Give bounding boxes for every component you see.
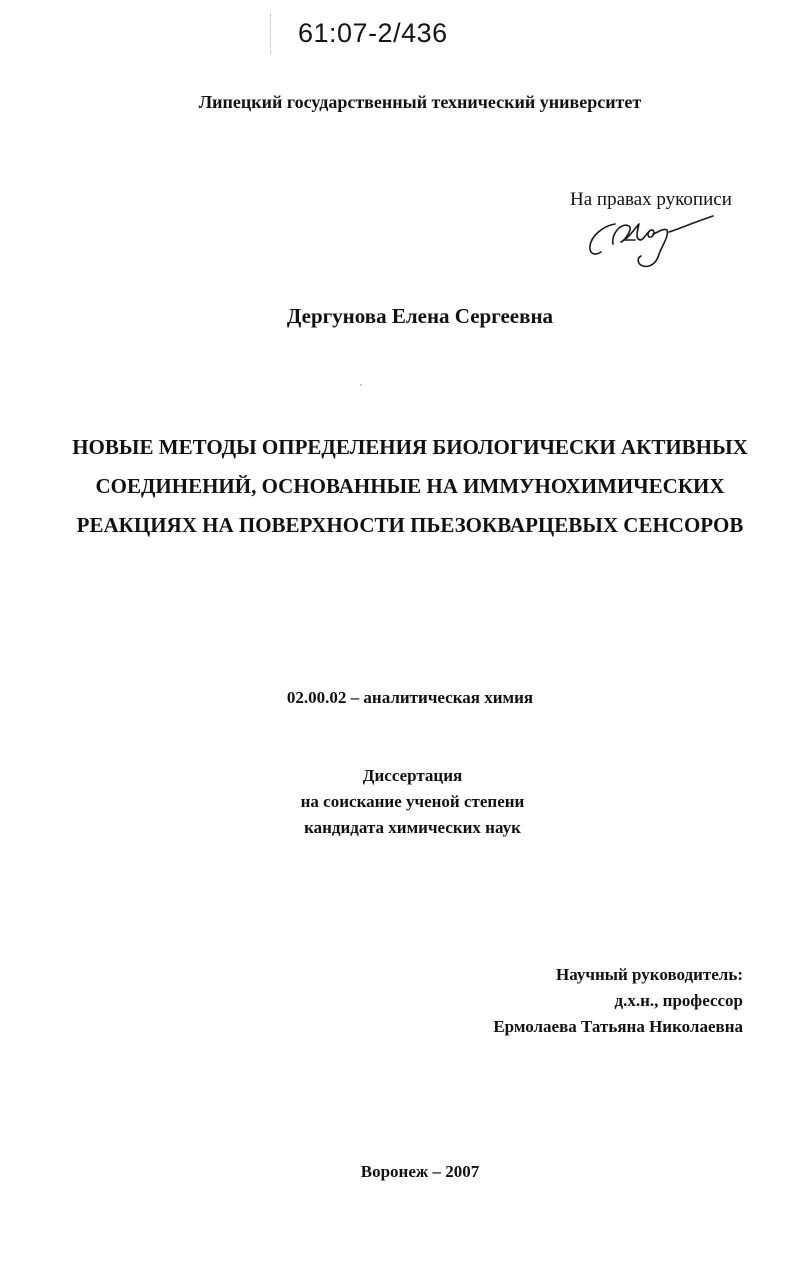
- supervisor-line: д.х.н., профессор: [614, 991, 743, 1010]
- signature-icon: [585, 210, 720, 280]
- supervisor-line: Ермолаева Татьяна Николаевна: [493, 1017, 743, 1036]
- margin-tick-mark: [270, 14, 272, 54]
- supervisor-line: Научный руководитель:: [556, 965, 743, 984]
- scan-speck: [360, 384, 362, 386]
- supervisor-block: [493, 962, 743, 1040]
- degree-line: на соискание ученой степени: [300, 792, 525, 811]
- university-name: Липецкий государственный технический университет: [198, 92, 642, 112]
- manuscript-note: На правах рукописи: [570, 189, 732, 210]
- degree-line: Диссертация: [362, 766, 463, 785]
- title-line: НОВЫЕ МЕТОДЫ ОПРЕДЕЛЕНИЯ БИОЛОГИЧЕСКИ АКТИВНЫХ: [72, 435, 748, 459]
- author-name: Дергунова Елена Сергеевна: [286, 304, 554, 328]
- title-line: РЕАКЦИЯХ НА ПОВЕРХНОСТИ ПЬЕЗОКВАРЦЕВЫХ СЕНСОРОВ: [76, 513, 744, 537]
- city-year: Воронеж – 2007: [360, 1162, 480, 1181]
- degree-line: кандидата химических наук: [304, 818, 521, 837]
- degree-block: [0, 763, 799, 841]
- dissertation-title: [0, 428, 799, 545]
- specialty-code: 02.00.02 – аналитическая химия: [286, 688, 534, 707]
- title-line: СОЕДИНЕНИЙ, ОСНОВАННЫЕ НА ИММУНОХИМИЧЕСКИХ: [95, 474, 725, 498]
- archive-code: 61:07-2/436: [298, 18, 448, 48]
